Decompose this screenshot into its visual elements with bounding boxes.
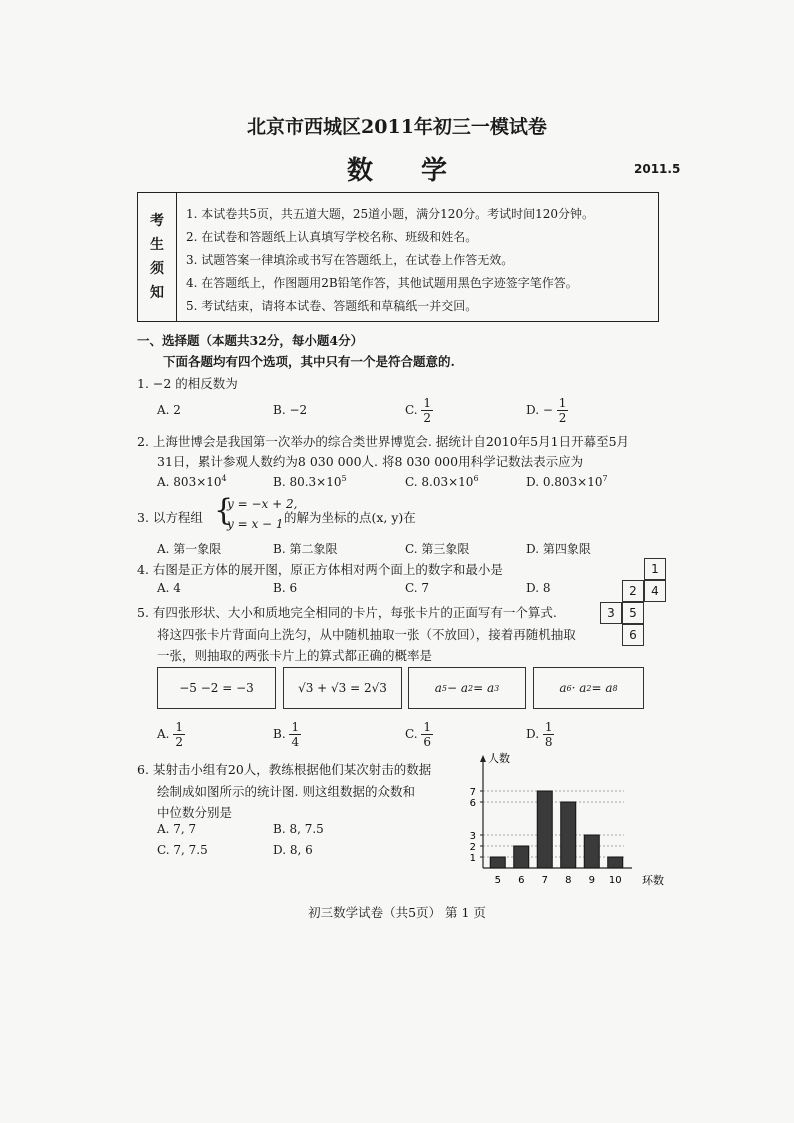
numerator: 1 [423, 396, 432, 410]
question-3-suffix: 的解为坐标的点(x, y)在 [284, 510, 416, 525]
card-3-exp: 5 [441, 683, 447, 693]
q2-c-base: C. 8.03×10 [405, 475, 474, 489]
question-5-line1: 5. 有四张形状、大小和质地完全相同的卡片，每张卡片的正面写有一个算式. [137, 605, 557, 620]
q6-option-a: A. 7, 7 [157, 822, 197, 836]
chart-y-tick-label: 2 [469, 842, 476, 853]
denominator: 2 [423, 411, 432, 425]
q2-option-a [157, 474, 227, 489]
denominator: 2 [558, 411, 567, 425]
q3-equation-1: y = −x + 2, [227, 497, 298, 511]
chart-x-tick-label: 5 [494, 875, 501, 886]
q5-c-label: C. [405, 727, 418, 741]
denominator: 6 [423, 735, 432, 749]
q2-b-base: B. 80.3×10 [273, 475, 342, 489]
denominator: 2 [175, 735, 183, 749]
q2-b-exp: 5 [341, 474, 347, 483]
chart-bar [537, 791, 552, 868]
q1-option-d [526, 396, 568, 425]
q4-option-b: B. 6 [273, 581, 298, 595]
card-4-exp: 6 [566, 683, 572, 693]
numerator: 1 [291, 720, 300, 734]
card-4-exp: 8 [612, 683, 618, 693]
equation-brace: { [214, 493, 234, 528]
exam-date: 2011.5 [634, 162, 681, 176]
card-4-term: · a [571, 681, 587, 695]
question-2-line1: 2. 上海世博会是我国第一次举办的综合类世界博览会. 据统计自2010年5月1日开幕至5月 [137, 434, 630, 449]
question-1-stem: 1. −2 的相反数为 [137, 376, 238, 391]
q6-option-b: B. 8, 7.5 [273, 822, 324, 836]
chart-bar [514, 846, 529, 868]
q5-a-label: A. [157, 727, 170, 741]
cube-net-face: 2 [622, 580, 644, 602]
chart-y-axis-label: 人数 [488, 752, 510, 765]
notice-item: 2. 在试卷和答题纸上认真填写学校名称、班级和姓名。 [186, 230, 478, 244]
q3-option-a: A. 第一象限 [157, 542, 222, 556]
card-3-exp: 3 [494, 683, 500, 693]
chart-y-tick-label: 7 [469, 787, 476, 798]
chart-x-tick-label: 9 [588, 875, 595, 886]
numerator: 1 [544, 720, 553, 734]
chart-bar [490, 857, 505, 868]
q1-option-b: B. −2 [273, 403, 308, 417]
q2-option-d [526, 474, 608, 489]
card-1: −5 −2 = −3 [157, 667, 276, 709]
q6-option-c: C. 7, 7.5 [157, 843, 208, 857]
q2-a-exp: 4 [221, 474, 227, 483]
subject-title: 数学 [346, 156, 495, 186]
q4-option-c: C. 7 [405, 581, 430, 595]
card-3-exp: 2 [468, 683, 474, 693]
page-footer: 初三数学试卷（共5页） 第 1 页 [308, 905, 486, 920]
card-4-term: a [559, 681, 567, 695]
cube-net-face: 1 [644, 558, 666, 580]
q5-d-fraction [543, 720, 555, 749]
card-4 [533, 667, 644, 709]
q1-c-label: C. [405, 403, 418, 417]
q5-option-a [157, 720, 185, 749]
question-5-line2: 将这四张卡片背面向上洗匀，从中随机抽取一张（不放回），接着再随机抽取 [157, 627, 576, 642]
chart-y-tick-label: 6 [469, 798, 476, 809]
q5-a-fraction [173, 720, 185, 749]
q2-d-exp: 7 [602, 474, 608, 483]
notice-label-char: 考 [150, 213, 164, 229]
chart-bar [561, 802, 576, 868]
q5-b-fraction [289, 720, 301, 749]
notice-item: 4. 在答题纸上，作图题用2B铅笔作答，其他试题用黑色字迹签字笔作答。 [186, 276, 578, 290]
notice-box [137, 192, 659, 322]
section-instruction: 下面各题均有四个选项，其中只有一个是符合题意的. [163, 354, 455, 369]
q3-option-c: C. 第三象限 [405, 542, 470, 556]
denominator: 4 [291, 735, 300, 749]
notice-label-char: 生 [150, 237, 164, 253]
q2-a-base: A. 803×10 [157, 475, 222, 489]
q1-d-label: D. − [526, 403, 553, 417]
statistics-bar-chart [455, 750, 675, 892]
chart-x-tick-label: 6 [518, 875, 525, 886]
notice-item: 3. 试题答案一律填涂或书写在答题纸上，在试卷上作答无效。 [186, 253, 514, 267]
exam-title: 北京市西城区2011年初三一模试卷 [247, 116, 547, 138]
card-3-term: − a [447, 681, 469, 695]
q3-option-b: B. 第二象限 [273, 542, 338, 556]
chart-x-axis-label: 环数 [642, 874, 664, 887]
card-3 [408, 667, 526, 709]
q2-option-c [405, 474, 479, 489]
card-3-term: = a [473, 681, 495, 695]
question-2-line2: 31日，累计参观人数约为8 030 000人. 将8 030 000用科学记数法表示应为 [157, 454, 584, 469]
denominator: 8 [544, 735, 553, 749]
question-3-prefix: 3. 以方程组 [137, 510, 203, 525]
chart-y-axis-arrow [480, 755, 486, 762]
numerator: 1 [423, 720, 432, 734]
q1-d-fraction [557, 396, 569, 425]
q2-d-base: D. 0.803×10 [526, 475, 603, 489]
chart-x-tick-label: 10 [608, 875, 622, 886]
card-3-term: a [434, 681, 442, 695]
q2-c-exp: 6 [473, 474, 479, 483]
q1-option-c [405, 396, 433, 425]
notice-item: 5. 考试结束，请将本试卷、答题纸和草稿纸一并交回。 [186, 299, 478, 313]
chart-y-tick-label: 1 [469, 853, 476, 864]
cube-net-face: 4 [644, 580, 666, 602]
q2-option-b [273, 474, 347, 489]
q1-c-fraction [421, 396, 433, 425]
notice-item: 1. 本试卷共5页，共五道大题，25道小题，满分120分。考试时间120分钟。 [186, 207, 594, 221]
q3-option-d: D. 第四象限 [526, 542, 591, 556]
question-6-line2: 绘制成如图所示的统计图. 则这组数据的众数和 [157, 784, 415, 799]
q5-option-c [405, 720, 433, 749]
question-6-line3: 中位数分别是 [157, 805, 233, 820]
q5-option-d [526, 720, 554, 749]
q5-d-label: D. [526, 727, 540, 741]
q6-option-d: D. 8, 6 [273, 843, 313, 857]
question-6-line1: 6. 某射击小组有20人，教练根据他们某次射击的数据 [137, 762, 432, 777]
q4-option-d: D. 8 [526, 581, 551, 595]
question-4-stem: 4. 右图是正方体的展开图，原正方体相对两个面上的数字和最小是 [137, 562, 503, 577]
card-4-term: = a [591, 681, 613, 695]
q1-option-a: A. 2 [157, 403, 181, 417]
chart-bar [608, 857, 623, 868]
card-2: √3 + √3 = 2√3 [283, 667, 402, 709]
q3-equation-2: y = x − 1 [227, 517, 284, 531]
chart-y-tick-label: 3 [469, 831, 476, 842]
q5-option-b [273, 720, 301, 749]
chart-x-tick-label: 8 [565, 875, 572, 886]
section-heading: 一、选择题（本题共32分，每小题4分） [137, 333, 364, 348]
cube-net-face: 3 [600, 602, 622, 624]
q5-c-fraction [421, 720, 433, 749]
notice-list [186, 203, 594, 318]
notice-label-char: 知 [150, 285, 164, 301]
q5-b-label: B. [273, 727, 286, 741]
chart-x-tick-label: 7 [541, 875, 548, 886]
chart-bar [584, 835, 599, 868]
numerator: 1 [175, 720, 183, 734]
card-4-exp: 2 [586, 683, 592, 693]
cube-net-face: 6 [622, 624, 644, 646]
notice-label [138, 193, 177, 321]
q4-option-a: A. 4 [157, 581, 181, 595]
notice-label-char: 须 [150, 261, 164, 277]
question-5-line3: 一张，则抽取的两张卡片上的算式都正确的概率是 [157, 648, 433, 663]
cube-net-face: 5 [622, 602, 644, 624]
numerator: 1 [558, 396, 567, 410]
